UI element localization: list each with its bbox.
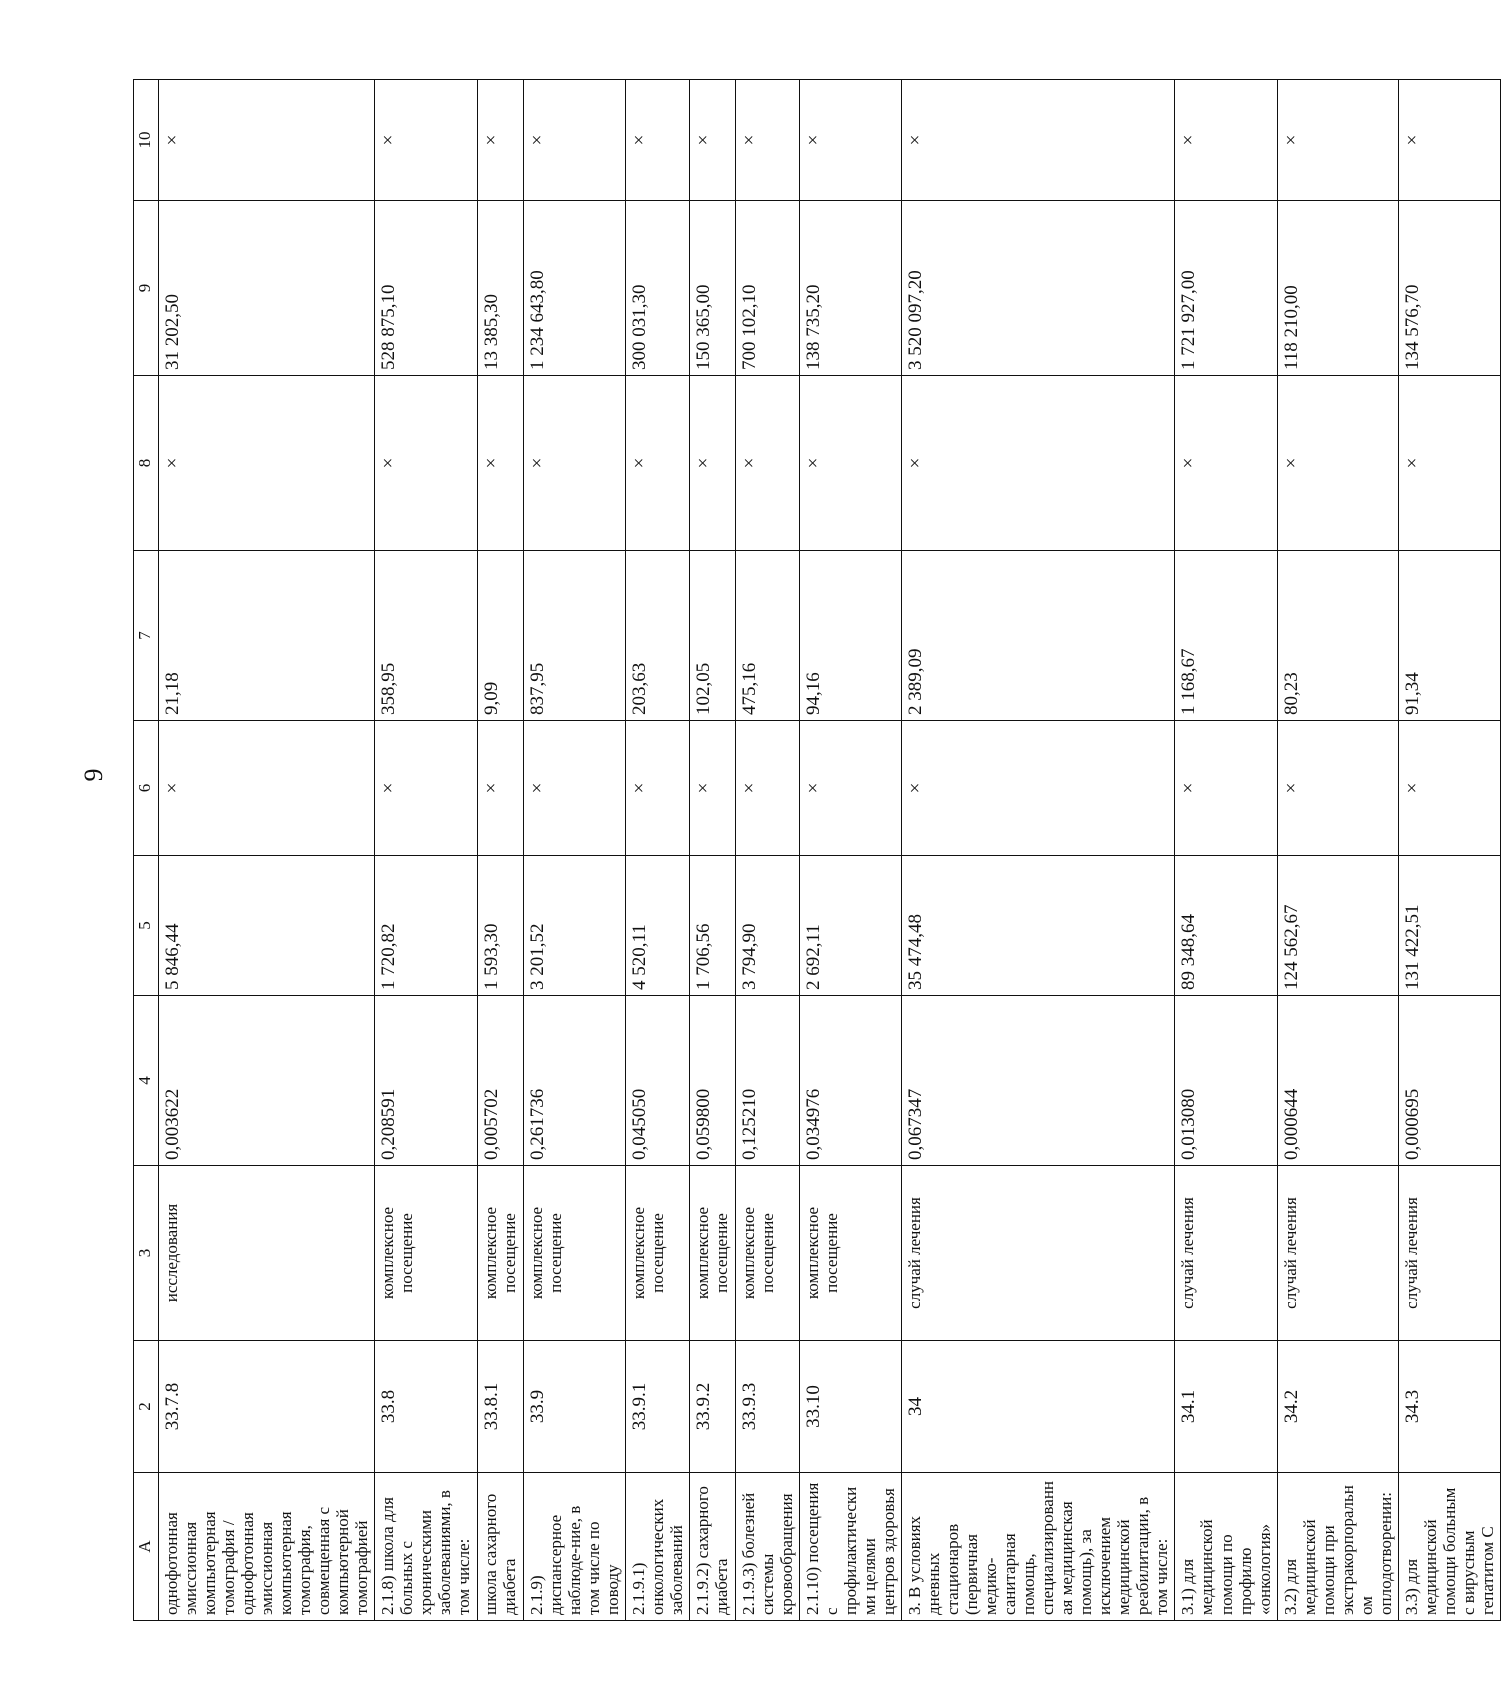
row-col5: 3 201,52: [523, 856, 625, 996]
table-row: [799, 80, 901, 1621]
row-unit: комплексное посещение: [523, 1166, 625, 1341]
row-col7: 21,18: [159, 551, 375, 721]
row-col6: ×: [902, 721, 1175, 856]
row-col5: 1 720,82: [375, 856, 477, 996]
row-col9: 3 520 097,20: [902, 201, 1175, 376]
row-unit: исследования: [159, 1166, 375, 1341]
row-col5: 131 422,51: [1398, 856, 1500, 996]
row-col10: ×: [902, 80, 1175, 201]
row-col8: ×: [902, 376, 1175, 551]
row-col9: 1 234 643,80: [523, 201, 625, 376]
row-col6: ×: [477, 721, 523, 856]
row-col6: ×: [625, 721, 689, 856]
row-col7: 102,05: [689, 551, 735, 721]
row-col9: 13 385,30: [477, 201, 523, 376]
header-cell: 8: [134, 376, 159, 551]
row-name: 3.1) для медицинской помощи по профилю «онкология»: [1175, 1473, 1277, 1621]
table-row: [735, 80, 799, 1621]
row-code: 33.10: [799, 1341, 901, 1473]
row-col9: 300 031,30: [625, 201, 689, 376]
row-col4: 0,208591: [375, 996, 477, 1166]
row-code: 34.1: [1175, 1341, 1277, 1473]
header-cell: 6: [134, 721, 159, 856]
row-col8: ×: [523, 376, 625, 551]
row-col7: 91,34: [1398, 551, 1500, 721]
row-name: 2.1.10) посещения с профилактическими целями центров здоровья: [799, 1473, 901, 1621]
row-name: 2.1.8) школа для больных с хроническими заболеваниями, в том числе:: [375, 1473, 477, 1621]
row-code: 33.8: [375, 1341, 477, 1473]
row-col6: ×: [1175, 721, 1277, 856]
row-name: школа сахарного диабета: [477, 1473, 523, 1621]
row-col9: 118 210,00: [1277, 201, 1398, 376]
header-row: [134, 80, 159, 1621]
row-name: 2.1.9.1) онкологических заболеваний: [625, 1473, 689, 1621]
row-col9: 138 735,20: [799, 201, 901, 376]
row-col10: ×: [1175, 80, 1277, 201]
row-col10: ×: [689, 80, 735, 201]
row-col10: ×: [625, 80, 689, 201]
table-row: [902, 80, 1175, 1621]
row-col6: ×: [1277, 721, 1398, 856]
table-row: [1398, 80, 1500, 1621]
header-cell: 2: [134, 1341, 159, 1473]
row-col10: ×: [799, 80, 901, 201]
row-col8: ×: [1175, 376, 1277, 551]
header-cell: 10: [134, 80, 159, 201]
row-col7: 358,95: [375, 551, 477, 721]
row-col7: 837,95: [523, 551, 625, 721]
row-col6: ×: [799, 721, 901, 856]
row-unit: комплексное посещение: [689, 1166, 735, 1341]
header-cell: 5: [134, 856, 159, 996]
header-cell: 4: [134, 996, 159, 1166]
row-unit: случай лечения: [1398, 1166, 1500, 1341]
row-col7: 2 389,09: [902, 551, 1175, 721]
row-col5: 2 692,11: [799, 856, 901, 996]
row-col10: ×: [477, 80, 523, 201]
row-name: 2.1.9) диспансерное наблюде-ние, в том числе по поводу: [523, 1473, 625, 1621]
row-col5: 1 706,56: [689, 856, 735, 996]
row-name: 3.2) для медицинской помощи при экстракорпоральном оплодотворении:: [1277, 1473, 1398, 1621]
row-unit: случай лечения: [902, 1166, 1175, 1341]
row-code: 33.9.3: [735, 1341, 799, 1473]
row-col5: 4 520,11: [625, 856, 689, 996]
row-col9: 528 875,10: [375, 201, 477, 376]
header-cell: 3: [134, 1166, 159, 1341]
row-col4: 0,045050: [625, 996, 689, 1166]
row-unit: комплексное посещение: [799, 1166, 901, 1341]
row-code: 33.9.1: [625, 1341, 689, 1473]
table-row: [625, 80, 689, 1621]
row-col5: 89 348,64: [1175, 856, 1277, 996]
row-name: однофотонная эмиссионная компьютерная томография / однофотонная эмиссионная компьютерная томография, совмещенная с компьютерной томографией: [159, 1473, 375, 1621]
row-col4: 0,034976: [799, 996, 901, 1166]
row-code: 34.3: [1398, 1341, 1500, 1473]
row-col6: ×: [1398, 721, 1500, 856]
row-col10: ×: [523, 80, 625, 201]
table-row: [1277, 80, 1398, 1621]
row-unit: случай лечения: [1277, 1166, 1398, 1341]
page-number: 9: [79, 768, 108, 782]
row-col7: 1 168,67: [1175, 551, 1277, 721]
row-unit: комплексное посещение: [375, 1166, 477, 1341]
row-col9: 31 202,50: [159, 201, 375, 376]
row-col7: 475,16: [735, 551, 799, 721]
row-col4: 0,000644: [1277, 996, 1398, 1166]
row-name: 3.3) для медицинской помощи больным с вирусным гепатитом С: [1398, 1473, 1500, 1621]
table-row: [689, 80, 735, 1621]
row-col8: ×: [689, 376, 735, 551]
row-col4: 0,005702: [477, 996, 523, 1166]
row-col8: ×: [159, 376, 375, 551]
row-code: 33.9: [523, 1341, 625, 1473]
row-col4: 0,000695: [1398, 996, 1500, 1166]
row-name: 2.1.9.2) сахарного диабета: [689, 1473, 735, 1621]
row-col7: 80,23: [1277, 551, 1398, 721]
row-code: 34.2: [1277, 1341, 1398, 1473]
row-col5: 1 593,30: [477, 856, 523, 996]
row-name: 2.1.9.3) болезней системы кровообращения: [735, 1473, 799, 1621]
row-col10: ×: [735, 80, 799, 201]
row-col8: ×: [735, 376, 799, 551]
header-cell: 9: [134, 201, 159, 376]
header-cell: 7: [134, 551, 159, 721]
row-col8: ×: [1277, 376, 1398, 551]
row-col8: ×: [375, 376, 477, 551]
row-col10: ×: [1398, 80, 1500, 201]
row-col9: 700 102,10: [735, 201, 799, 376]
tariff-table: [133, 79, 1501, 1621]
row-col5: 124 562,67: [1277, 856, 1398, 996]
table-row: [159, 80, 375, 1621]
row-col10: ×: [375, 80, 477, 201]
row-col8: ×: [1398, 376, 1500, 551]
header-cell: A: [134, 1473, 159, 1621]
row-unit: комплексное посещение: [625, 1166, 689, 1341]
row-col5: 5 846,44: [159, 856, 375, 996]
table-row: [523, 80, 625, 1621]
row-col7: 9,09: [477, 551, 523, 721]
row-code: 33.8.1: [477, 1341, 523, 1473]
row-col8: ×: [625, 376, 689, 551]
row-col6: ×: [375, 721, 477, 856]
table-row: [375, 80, 477, 1621]
row-col4: 0,003622: [159, 996, 375, 1166]
row-col6: ×: [735, 721, 799, 856]
row-col9: 134 576,70: [1398, 201, 1500, 376]
row-col4: 0,067347: [902, 996, 1175, 1166]
row-col9: 1 721 927,00: [1175, 201, 1277, 376]
row-unit: случай лечения: [1175, 1166, 1277, 1341]
row-col4: 0,013080: [1175, 996, 1277, 1166]
table-row: [477, 80, 523, 1621]
row-col6: ×: [523, 721, 625, 856]
row-code: 33.7.8: [159, 1341, 375, 1473]
row-col4: 0,059800: [689, 996, 735, 1166]
table-row: [1175, 80, 1277, 1621]
row-col6: ×: [689, 721, 735, 856]
row-code: 34: [902, 1341, 1175, 1473]
row-col8: ×: [799, 376, 901, 551]
row-col5: 3 794,90: [735, 856, 799, 996]
row-col7: 94,16: [799, 551, 901, 721]
row-col5: 35 474,48: [902, 856, 1175, 996]
row-col9: 150 365,00: [689, 201, 735, 376]
rotated-table-container: [133, 80, 1497, 1621]
row-col7: 203,63: [625, 551, 689, 721]
row-col10: ×: [1277, 80, 1398, 201]
row-col10: ×: [159, 80, 375, 201]
row-name: 3. В условиях дневных стационаров (первичная медико-санитарная помощь, специализированная медицинская помощь), за исключением медицинской реабилитации, в том числе:: [902, 1473, 1175, 1621]
row-code: 33.9.2: [689, 1341, 735, 1473]
row-unit: комплексное посещение: [477, 1166, 523, 1341]
row-col4: 0,261736: [523, 996, 625, 1166]
row-col4: 0,125210: [735, 996, 799, 1166]
row-unit: комплексное посещение: [735, 1166, 799, 1341]
row-col6: ×: [159, 721, 375, 856]
row-col8: ×: [477, 376, 523, 551]
